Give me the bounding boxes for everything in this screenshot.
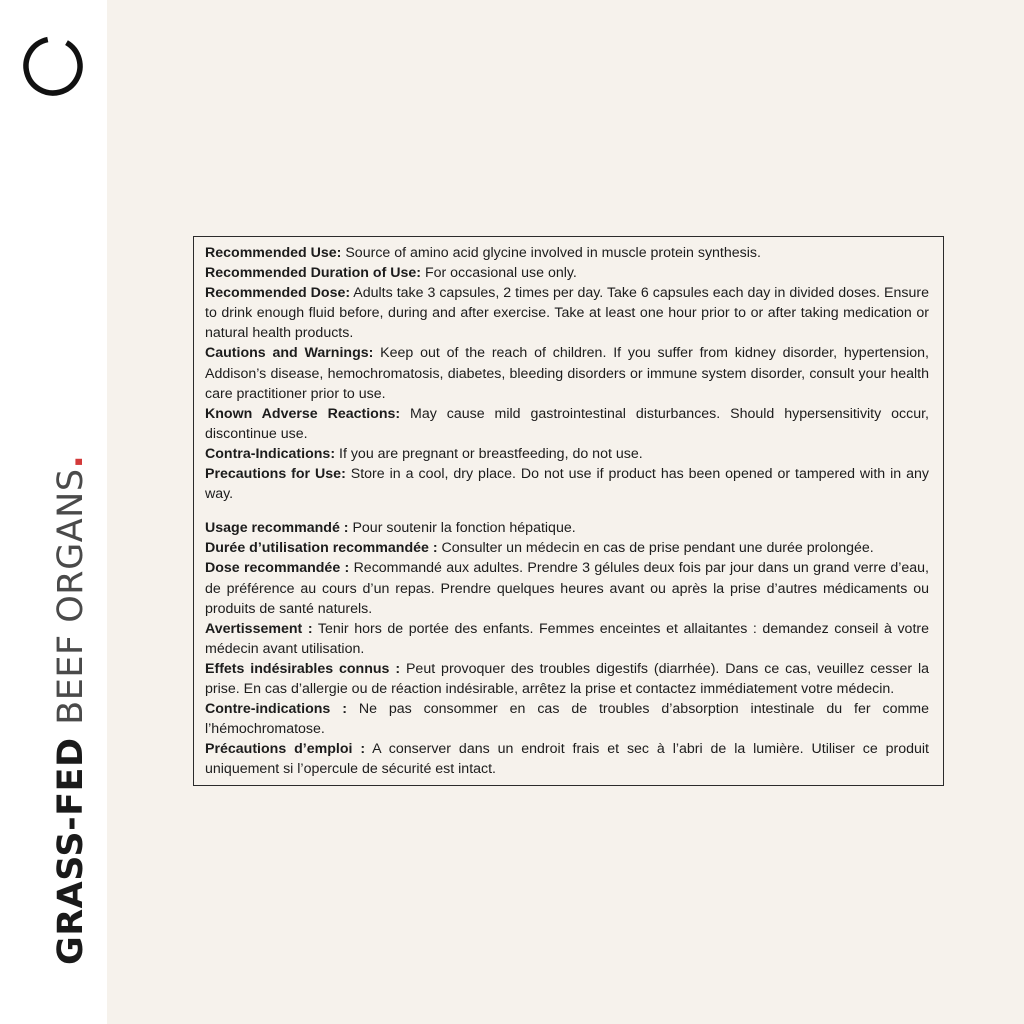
paragraph: Précautions d’emploi : A conserver dans un endroit frais et sec à l’abri de la lumière. Utiliser ce produit uniquement si l’opercule de sécurité est intact.	[205, 741, 930, 778]
open-circle-icon	[20, 33, 86, 99]
title-light: BEEF ORGANS	[51, 468, 91, 725]
paragraph: Recommended Dose: Adults take 3 capsules, 2 times per day. Take 6 capsules each day in divided doses. Ensure to drink enough fluid before, during and after exercise. Take at least one hour prior to or after taking medication or natural health products.	[205, 285, 929, 342]
vertical-product-title	[51, 454, 91, 965]
paragraph: Known Adverse Reactions: May cause mild gastrointestinal disturbances. Should hypersensitivity occur, discontinue use.	[205, 405, 929, 442]
paragraph: Avertissement : Tenir hors de portée des enfants. Femmes enceintes et allaitantes : demandez conseil à votre médecin avant utilisation.	[205, 620, 929, 657]
english-section	[205, 243, 929, 504]
title-dot: .	[51, 454, 91, 469]
paragraph: Contra-Indications: If you are pregnant or breastfeeding, do not use.	[205, 445, 643, 462]
brand-sidebar	[0, 0, 107, 1024]
title-strong: GRASS-FED	[51, 737, 91, 965]
paragraph: Durée d’utilisation recommandée : Consulter un médecin en cas de prise pendant une durée prolongée.	[205, 540, 874, 557]
paragraph: Recommended Use: Source of amino acid glycine involved in muscle protein synthesis.	[205, 245, 761, 261]
paragraph: Cautions and Warnings: Keep out of the reach of children. If you suffer from kidney disorder, hypertension, Addison’s disease, hemochromatosis, diabetes, bleeding disorders or immune system disorder, consult your health care practitioner prior to use.	[205, 345, 929, 402]
paragraph: Recommended Duration of Use: For occasional use only.	[205, 265, 577, 282]
label-text-panel	[193, 236, 944, 786]
paragraph: Precautions for Use: Store in a cool, dry place. Do not use if product has been opened or tampered with in any way.	[205, 466, 929, 503]
paragraph: Contre-indications : Ne pas consommer en cas de troubles d’absorption intestinale du fer comme l’hémochromatose.	[205, 701, 929, 738]
section-gap	[205, 504, 929, 518]
paragraph: Dose recommandée : Recommandé aux adultes. Prendre 3 gélules deux fois par jour dans un grand verre d’eau, de préférence au cours d’un repas. Prendre quelques heures avant ou après la prise d’autres médicaments ou produits de santé naturels.	[205, 560, 929, 617]
french-section	[205, 518, 929, 779]
paragraph: Effets indésirables connus : Peut provoquer des troubles digestifs (diarrhée). Dans ce cas, veuillez cesser la prise. En cas d’allergie ou de réaction indésirable, arrêtez la prise et contactez immédiatement votre médecin.	[205, 660, 929, 697]
paragraph: Usage recommandé : Pour soutenir la fonction hépatique.	[205, 520, 576, 537]
